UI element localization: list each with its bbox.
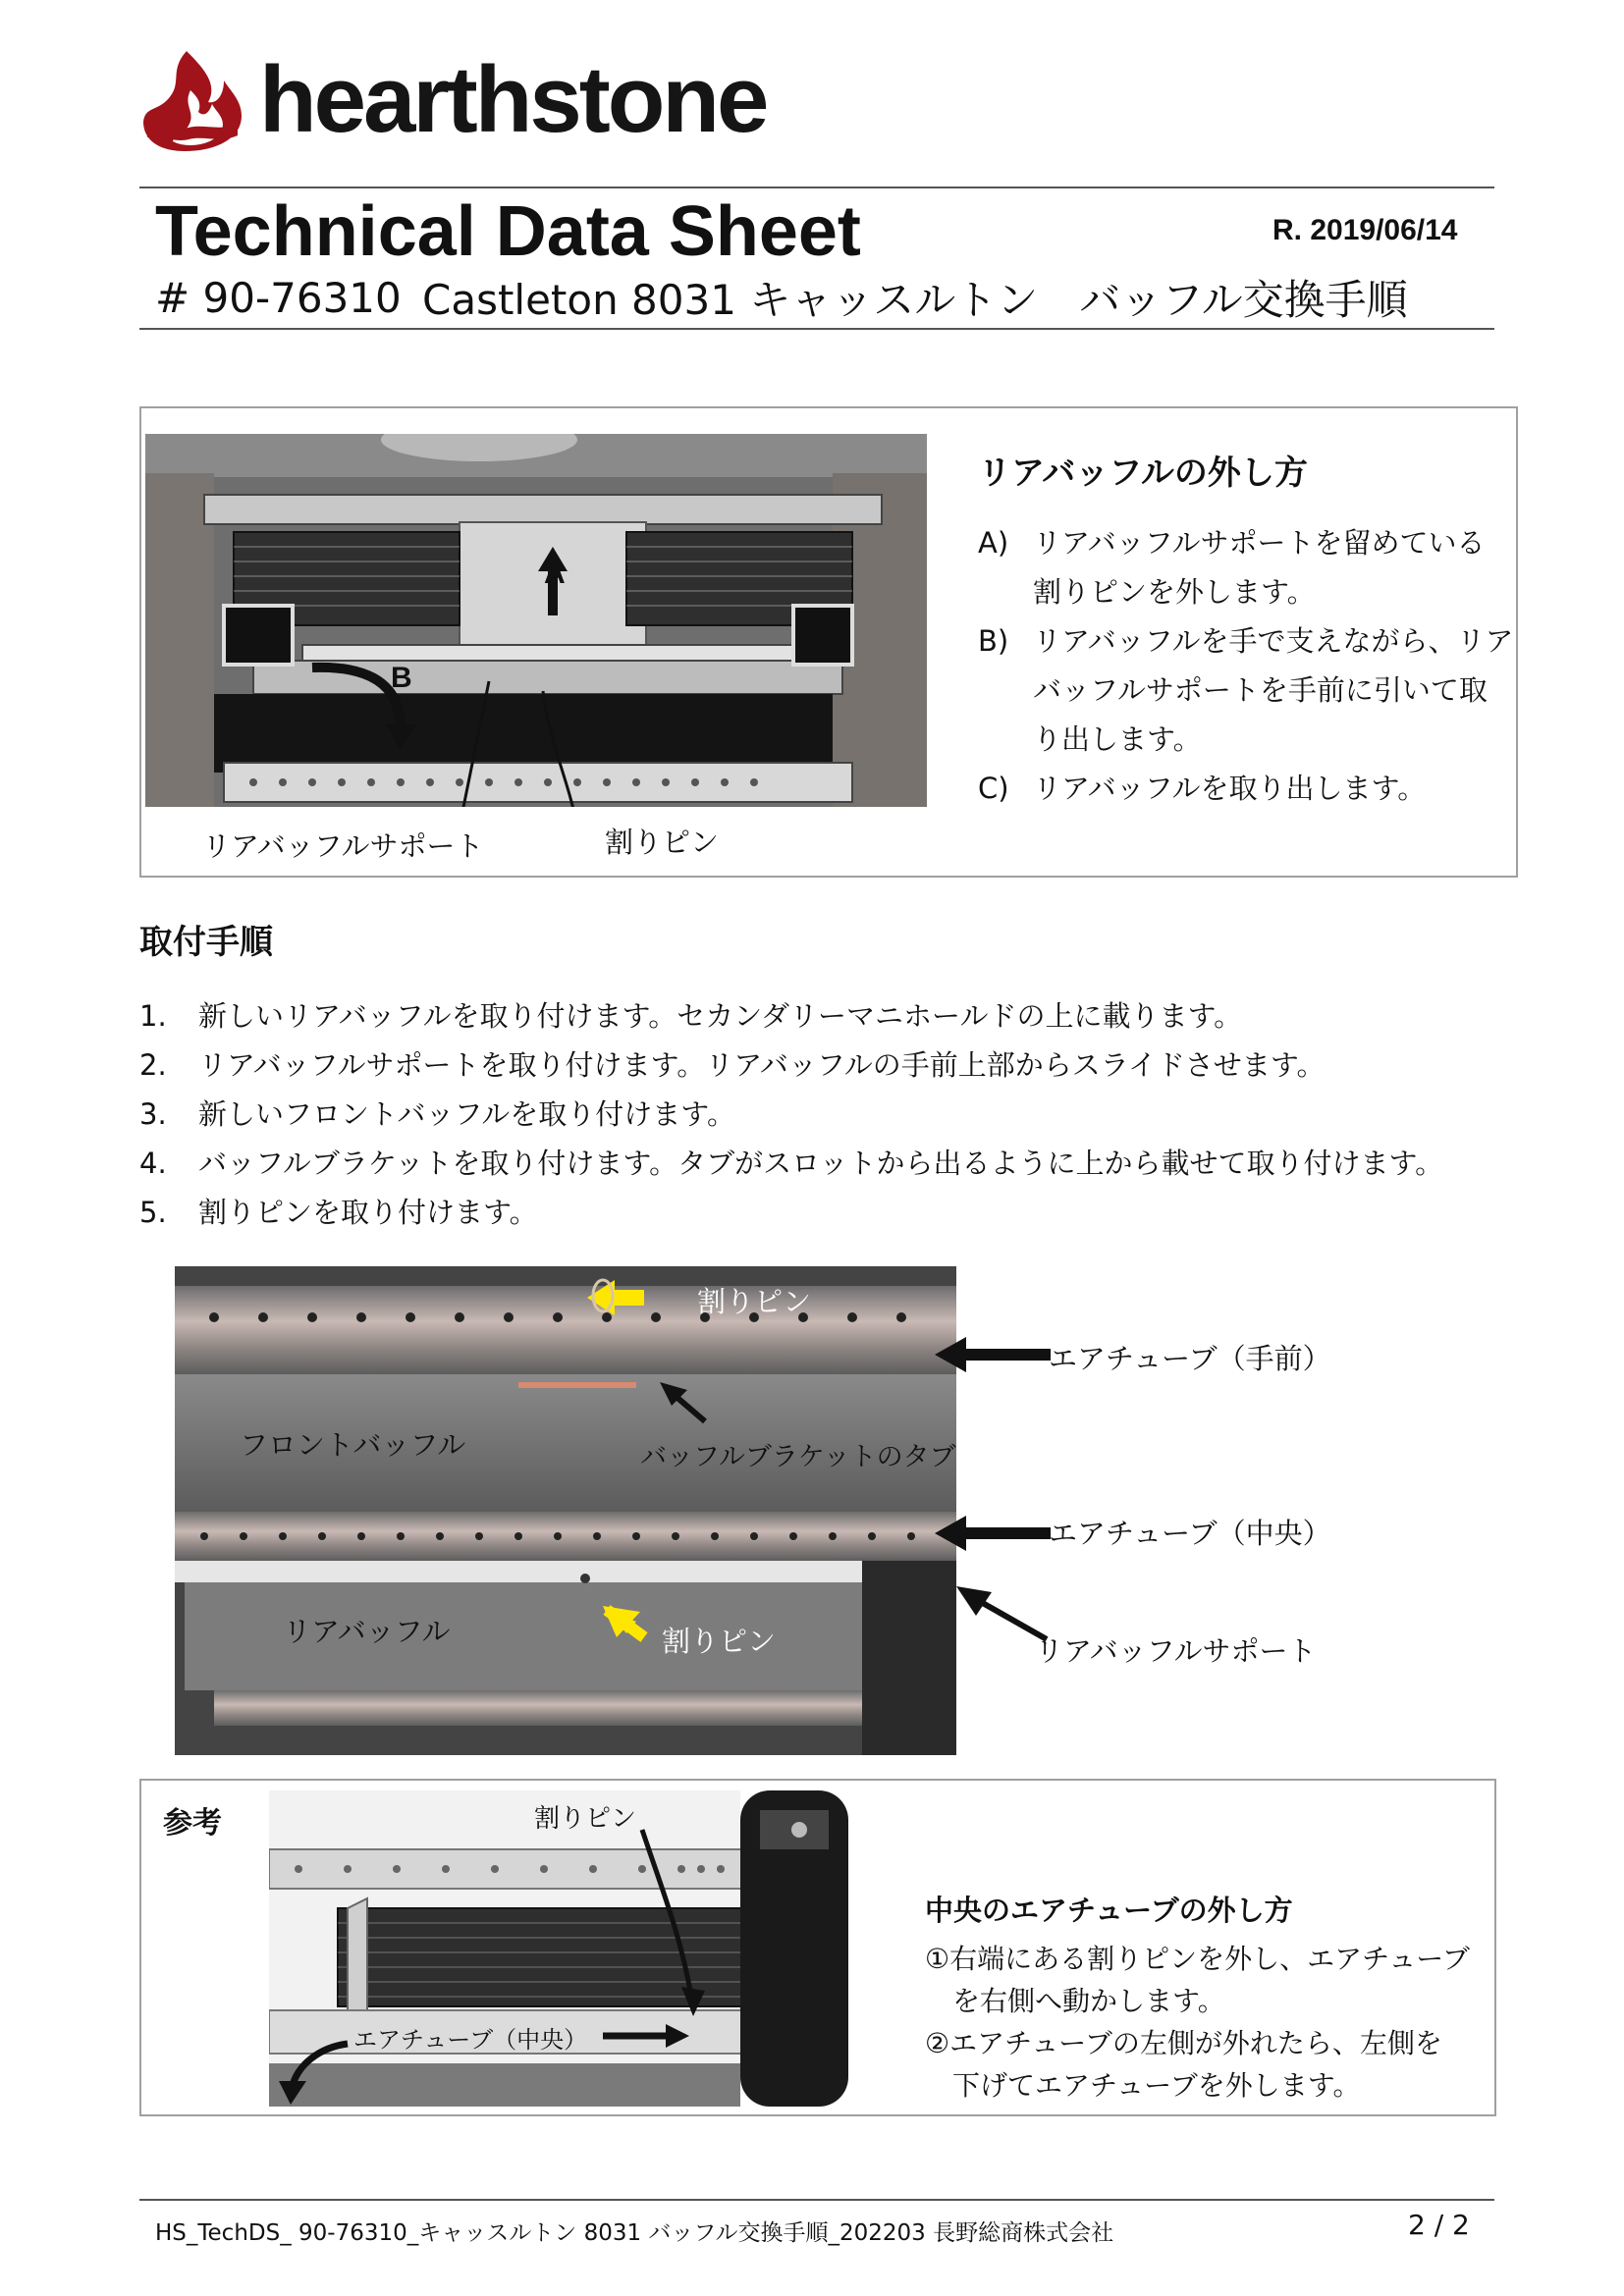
removal-section-box [139,406,1518,878]
removal-step-text [1033,616,1514,764]
reference-tag: 参考 [163,1806,222,1841]
install-step-number: 1. [139,999,167,1033]
reference-label-pin: 割りピン [534,1804,637,1834]
callout-rear-support: リアバッフルサポート [1035,1634,1317,1668]
install-step-number: 2. [139,1048,167,1082]
install-step-number: 3. [139,1097,167,1131]
photo-label-bracket-tab: バッフルブラケットのタブ [640,1442,956,1472]
photo-label-rear-baffle: リアバッフル [283,1615,451,1648]
page-title: Technical Data Sheet [155,192,861,271]
removal-step-line: リアバッフルを手で支えながら、リア [1033,624,1514,658]
removal-step [978,616,1514,764]
reference-step-line: を右側へ動かします。 [925,1985,1225,2017]
doc-subtitle: Castleton 8031 キャッスルトン バッフル交換手順 [422,276,1408,324]
install-step [139,991,1443,1041]
removal-illustration [145,434,927,827]
install-heading: 取付手順 [139,923,273,962]
callout-tube-front: エアチューブ（手前） [1049,1342,1331,1375]
removal-step-line: バッフルサポートを手前に引いて取 [1033,673,1488,707]
install-step-text: リアバッフルサポートを取り付けます。リアバッフルの手前上部からスライドさせます。 [198,1048,1326,1082]
header-top-rule [139,187,1494,188]
removal-step-label: B) [978,624,1009,658]
reference-illustration [269,1790,907,2107]
install-step-text: 割りピンを取り付けます。 [198,1196,538,1229]
removal-step-label: C) [978,772,1009,805]
install-step-text: バッフルブラケットを取り付けます。タブがスロットから出るように上から載せて取り付けます。 [198,1147,1444,1180]
install-step-text: 新しいリアバッフルを取り付けます。セカンダリーマニホールドの上に載ります。 [198,999,1243,1033]
removal-step-text [1033,764,1426,813]
reference-step-line: ①右端にある割りピンを外し、エアチューブ [925,1943,1470,1975]
page-number: 2 / 2 [1408,2209,1470,2241]
removal-steps [978,518,1514,813]
footer-text: HS_TechDS_ 90-76310_キャッスルトン 8031 バッフル交換手順_202203 長野総商株式会社 [155,2220,1114,2246]
reference-step-line: ②エアチューブの左側が外れたら、左側を [925,2027,1442,2059]
logo-wordmark: hearthstone [259,47,767,152]
removal-step-line: 割りピンを外します。 [1033,575,1316,609]
install-step-number: 4. [139,1147,167,1180]
install-photo [175,1266,956,1755]
removal-step-line: リアバッフルを取り出します。 [1033,772,1427,805]
header-bottom-rule [139,328,1494,330]
marker-a: A [544,558,566,590]
removal-heading: リアバッフルの外し方 [978,454,1308,493]
removal-step [978,518,1514,616]
install-step [139,1139,1443,1188]
marker-b: B [391,662,412,694]
caption-rear-baffle-support: リアバッフルサポート [202,829,484,863]
reference-label-tube: エアチューブ（中央） [353,2026,588,2054]
footer-rule [139,2199,1494,2201]
removal-step [978,764,1514,813]
install-step-text: 新しいフロントバッフルを取り付けます。 [198,1097,735,1131]
photo-label-pin-top: 割りピン [697,1285,812,1318]
install-step [139,1041,1443,1090]
flame-logo-icon [139,47,249,153]
photo-label-front-baffle: フロントバッフル [240,1428,466,1462]
hearthstone-logo [139,47,767,153]
reference-step-line: 下げてエアチューブを外します。 [925,2069,1361,2102]
install-step-number: 5. [139,1196,167,1229]
removal-step-line: り出します。 [1033,722,1202,756]
removal-step-text [1033,518,1486,616]
install-step [139,1188,1443,1237]
revision-date: R. 2019/06/14 [1272,214,1458,246]
reference-steps [925,1938,1470,2107]
caption-cotter-pin: 割りピン [605,826,720,859]
removal-step-label: A) [978,526,1009,560]
install-steps [139,991,1443,1237]
callout-tube-center: エアチューブ（中央） [1049,1517,1331,1550]
install-step [139,1090,1443,1139]
doc-number: # 90-76310 [155,274,402,322]
reference-heading: 中央のエアチューブの外し方 [925,1894,1293,1927]
callout-arrows [923,1325,1060,1659]
removal-step-line: リアバッフルサポートを留めている [1033,526,1486,560]
reference-box [139,1779,1496,2116]
photo-label-pin-bottom: 割りピン [662,1625,777,1658]
